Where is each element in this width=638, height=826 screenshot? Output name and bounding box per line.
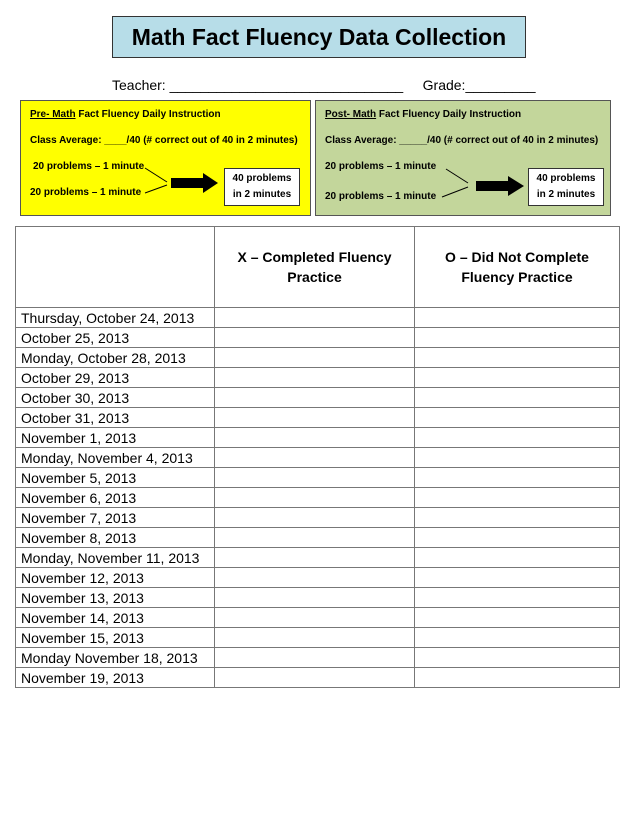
table-row (16, 308, 620, 328)
not-completed-cell[interactable] (415, 628, 620, 648)
teacher-grade-line (112, 77, 536, 93)
completed-cell[interactable] (215, 388, 415, 408)
post-arrow-icon (476, 176, 524, 196)
date-cell: Monday, November 4, 2013 (16, 448, 215, 468)
date-cell: October 29, 2013 (16, 368, 215, 388)
pre-class-average: Class Average: ____/40 (# correct out of 40 in 2 minutes) (30, 135, 298, 146)
table-row (16, 348, 620, 368)
table-row (16, 648, 620, 668)
date-cell: October 31, 2013 (16, 408, 215, 428)
not-completed-cell[interactable] (415, 668, 620, 688)
table-row (16, 488, 620, 508)
date-cell: November 8, 2013 (16, 528, 215, 548)
date-cell: Monday, November 11, 2013 (16, 548, 215, 568)
date-cell: Monday, October 28, 2013 (16, 348, 215, 368)
table-row (16, 388, 620, 408)
not-completed-cell[interactable] (415, 448, 620, 468)
table-row (16, 448, 620, 468)
not-completed-cell[interactable] (415, 568, 620, 588)
date-cell: November 12, 2013 (16, 568, 215, 588)
header-completed-column: X – Completed Fluency Practice (215, 227, 415, 308)
not-completed-cell[interactable] (415, 468, 620, 488)
table-row (16, 408, 620, 428)
completed-cell[interactable] (215, 568, 415, 588)
not-completed-cell[interactable] (415, 548, 620, 568)
date-cell: Monday November 18, 2013 (16, 648, 215, 668)
table-row (16, 428, 620, 448)
not-completed-cell[interactable] (415, 508, 620, 528)
not-completed-cell[interactable] (415, 588, 620, 608)
completed-cell[interactable] (215, 548, 415, 568)
date-cell: November 13, 2013 (16, 588, 215, 608)
pre-arrow-icon (171, 173, 218, 193)
completed-cell[interactable] (215, 348, 415, 368)
pre-problems-second: 20 problems – 1 minute (30, 187, 142, 198)
fluency-log-table (15, 226, 620, 688)
post-result-line-1: 40 problems (536, 173, 596, 184)
date-cell: November 19, 2013 (16, 668, 215, 688)
completed-cell[interactable] (215, 628, 415, 648)
completed-cell[interactable] (215, 488, 415, 508)
completed-cell[interactable] (215, 608, 415, 628)
teacher-label: Teacher: (112, 77, 166, 93)
date-cell: October 30, 2013 (16, 388, 215, 408)
header-date-column (16, 227, 215, 308)
completed-cell[interactable] (215, 308, 415, 328)
table-row (16, 368, 620, 388)
date-cell: Thursday, October 24, 2013 (16, 308, 215, 328)
post-connector-top (446, 169, 468, 183)
pre-result-line-2: in 2 minutes (232, 189, 292, 200)
completed-cell[interactable] (215, 408, 415, 428)
date-cell: November 7, 2013 (16, 508, 215, 528)
pre-heading-underlined: Pre- Math (30, 109, 76, 120)
pre-heading-rest: Fact Fluency Daily Instruction (75, 109, 221, 120)
table-row (16, 548, 620, 568)
post-class-average: Class Average: _____/40 (# correct out of 40 in 2 minutes) (325, 135, 599, 146)
table-row (16, 628, 620, 648)
completed-cell[interactable] (215, 648, 415, 668)
pre-problems-first: 20 problems – 1 minute (33, 161, 145, 172)
not-completed-cell[interactable] (415, 368, 620, 388)
post-math-panel (315, 100, 611, 216)
page-title: Math Fact Fluency Data Collection (112, 16, 526, 58)
teacher-field[interactable]: ______________________________ (169, 77, 404, 93)
completed-cell[interactable] (215, 428, 415, 448)
completed-cell[interactable] (215, 508, 415, 528)
date-cell: November 14, 2013 (16, 608, 215, 628)
not-completed-cell[interactable] (415, 428, 620, 448)
table-row (16, 508, 620, 528)
completed-cell[interactable] (215, 668, 415, 688)
completed-cell[interactable] (215, 588, 415, 608)
post-heading-underlined: Post- Math (325, 109, 377, 120)
post-heading-rest: Fact Fluency Daily Instruction (376, 109, 522, 120)
table-row (16, 668, 620, 688)
date-cell: October 25, 2013 (16, 328, 215, 348)
date-cell: November 5, 2013 (16, 468, 215, 488)
date-cell: November 15, 2013 (16, 628, 215, 648)
not-completed-cell[interactable] (415, 608, 620, 628)
not-completed-cell[interactable] (415, 488, 620, 508)
grade-field[interactable]: _________ (465, 77, 536, 93)
completed-cell[interactable] (215, 468, 415, 488)
table-row (16, 608, 620, 628)
completed-cell[interactable] (215, 528, 415, 548)
not-completed-cell[interactable] (415, 528, 620, 548)
table-row (16, 468, 620, 488)
pre-result-box (224, 168, 300, 206)
date-cell: November 1, 2013 (16, 428, 215, 448)
table-row (16, 328, 620, 348)
post-result-line-2: in 2 minutes (536, 189, 596, 200)
table-row (16, 568, 620, 588)
post-problems-first: 20 problems – 1 minute (325, 161, 437, 172)
post-connector-bottom (442, 187, 468, 197)
pre-math-panel (20, 100, 311, 216)
date-cell: November 6, 2013 (16, 488, 215, 508)
table-row (16, 588, 620, 608)
not-completed-cell[interactable] (415, 648, 620, 668)
completed-cell[interactable] (215, 368, 415, 388)
pre-connector-top (145, 168, 167, 182)
not-completed-cell[interactable] (415, 328, 620, 348)
not-completed-cell[interactable] (415, 348, 620, 368)
pre-connector-bottom (145, 185, 167, 193)
not-completed-cell[interactable] (415, 408, 620, 428)
table-row (16, 528, 620, 548)
not-completed-cell[interactable] (415, 388, 620, 408)
completed-cell[interactable] (215, 448, 415, 468)
grade-label: Grade: (422, 77, 466, 93)
table-header-row (16, 227, 620, 308)
pre-result-line-1: 40 problems (232, 173, 292, 184)
post-result-box (528, 168, 604, 206)
not-completed-cell[interactable] (415, 308, 620, 328)
header-not-completed-column: O – Did Not Complete Fluency Practice (415, 227, 620, 308)
post-problems-second: 20 problems – 1 minute (325, 191, 437, 202)
completed-cell[interactable] (215, 328, 415, 348)
